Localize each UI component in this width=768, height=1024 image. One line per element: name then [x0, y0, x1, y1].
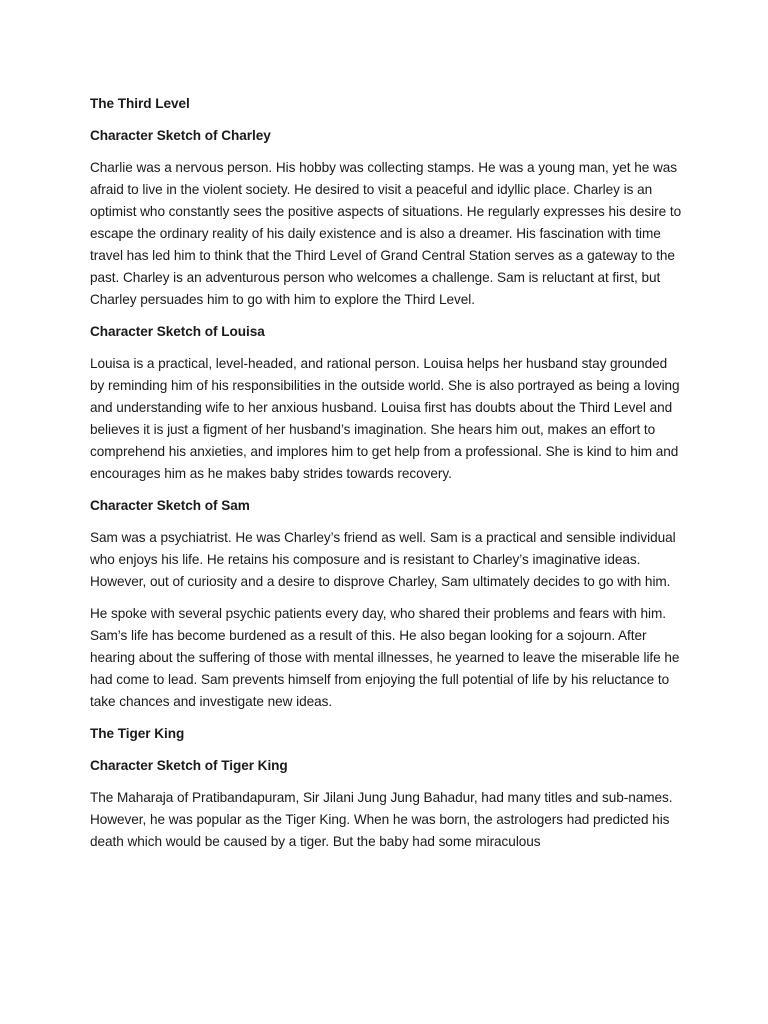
document-page: [90, 93, 682, 863]
paragraph-tiger-king: The Maharaja of Pratibandapuram, Sir Jilani Jung Jung Bahadur, had many titles and sub-names. However, he was popular as the Tiger King. When he was born, the astrologers had predicted his death which would be caused by a tiger. But the baby had some miraculous: [90, 790, 673, 849]
paragraph-charley: Charlie was a nervous person. His hobby was collecting stamps. He was a young man, yet he was afraid to live in the violent society. He desired to visit a peaceful and idyllic place. Charley is an optimist who constantly sees the positive aspects of situations. He regularly expresses his desire to escape the ordinary reality of his daily existence and is also a dreamer. His fascination with time travel has led him to think that the Third Level of Grand Central Station serves as a gateway to the past. Charley is an adventurous person who welcomes a challenge. Sam is reluctant at first, but Charley persuades him to go with him to explore the Third Level.: [90, 160, 682, 307]
heading-sam: Character Sketch of Sam: [90, 498, 250, 513]
heading-tiger-king: Character Sketch of Tiger King: [90, 758, 288, 773]
paragraph-louisa: Louisa is a practical, level-headed, and rational person. Louisa helps her husband stay grounded by reminding him of his responsibilities in the outside world. She is also portrayed as being a loving and understanding wife to her anxious husband. Louisa first has doubts about the Third Level and believes it is just a figment of her husband’s imagination. She hears him out, makes an effort to comprehend his anxieties, and implores him to get help from a professional. She is kind to him and encourages him as he makes baby strides towards recovery.: [90, 356, 680, 481]
section-title-tiger-king: The Tiger King: [90, 726, 185, 741]
paragraph-sam-1: Sam was a psychiatrist. He was Charley’s friend as well. Sam is a practical and sensible individual who enjoys his life. He retains his composure and is resistant to Charley’s imaginative ideas. However, out of curiosity and a desire to disprove Charley, Sam ultimately decides to go with him.: [90, 530, 676, 589]
heading-louisa: Character Sketch of Louisa: [90, 324, 265, 339]
paragraph-sam-2: He spoke with several psychic patients every day, who shared their problems and fears with him. Sam’s life has become burdened as a result of this. He also began looking for a sojourn. After hearing about the suffering of those with mental illnesses, he yearned to leave the miserable life he had come to lead. Sam prevents himself from enjoying the full potential of life by his reluctance to take chances and investigate new ideas.: [90, 606, 680, 709]
heading-charley: Character Sketch of Charley: [90, 128, 271, 143]
section-title-third-level: The Third Level: [90, 96, 190, 111]
